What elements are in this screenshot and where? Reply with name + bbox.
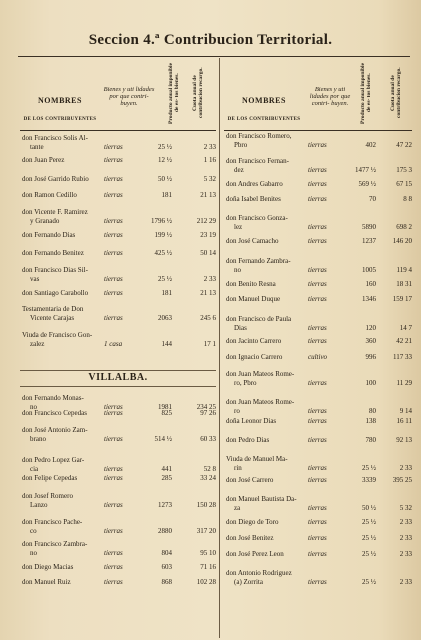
contributor-name: Viuda de Francisco Gon- [22,331,93,339]
annual-product: 1346 [362,295,376,303]
contributor-name: don Santiago Carabollo [22,289,89,297]
annual-product: 50 ½ [158,175,172,183]
contributor-name: don Pedro Lopez Gar- [22,456,85,464]
annual-quota: 2 33 [399,464,412,472]
table-row [226,214,412,232]
table-row [22,540,216,558]
annual-product: 25 ½ [362,534,376,542]
names-header [20,96,100,122]
annual-product: 181 [161,191,172,199]
property-type: tierras [308,379,327,387]
annual-product: 1477 ½ [355,166,376,174]
table-row [226,550,412,559]
property-type: tierras [308,504,327,512]
column-divider [219,58,220,638]
annual-product: 160 [365,280,376,288]
table-row [22,578,216,587]
annual-product: 181 [161,289,172,297]
contributor-name: don Francisco Fernan- [226,157,289,165]
annual-quota: 234 25 [196,403,216,411]
annual-quota: 50 14 [200,249,216,257]
property-type: tierras [104,578,123,586]
property-type: tierras [104,191,123,199]
contributor-name-cont: lez [234,223,243,231]
annual-quota: 52 8 [203,465,216,473]
annual-quota: 97 26 [200,409,216,417]
annual-quota: 60 33 [200,435,216,443]
annual-quota: 14 7 [399,324,412,332]
annual-product: 1005 [362,266,376,274]
annual-product: 120 [365,324,376,332]
contributor-name: don Diego Macias [22,563,74,571]
annual-product: 804 [161,549,172,557]
table-row [22,134,216,152]
property-type: tierras [104,156,123,164]
table-row [22,249,216,258]
contributor-name: don Fernando Monas- [22,394,84,402]
annual-quota: 317 20 [196,527,216,535]
contributor-name-cont: rin [234,464,242,472]
contributor-name: don Vicente F. Ramirez [22,208,88,216]
annual-quota: 71 16 [200,563,216,571]
contributor-name-cont: zalez [30,340,45,348]
annual-quota: 17 1 [203,340,216,348]
annual-product: 3339 [362,476,376,484]
contributor-name: don Francisco Dias Sil- [22,266,88,274]
contributor-name: don Jacinto Carrero [226,337,282,345]
annual-quota: 23 19 [200,231,216,239]
contributor-name: don Manuel Ruiz [22,578,71,586]
table-row [22,409,216,418]
annual-quota: 102 28 [196,578,216,586]
contributor-name: don Josef Romero [22,492,73,500]
contributor-name: don Francisco Romero, [226,132,292,140]
contributor-name: don Pedro Dias [226,436,270,444]
property-type: tierras [104,501,123,509]
left-header [20,58,216,131]
annual-product: 25 ½ [362,550,376,558]
annual-quota: 42 21 [396,337,412,345]
annual-product: 1796 ½ [151,217,172,225]
table-row [226,417,412,426]
table-row [22,156,216,165]
property-type: tierras [104,143,123,151]
annual-product: 514 ½ [154,435,172,443]
table-row [226,455,412,473]
property-type: 1 casa [104,340,123,348]
annual-product: 360 [365,337,376,345]
annual-product: 1273 [158,501,172,509]
table-row [226,398,412,416]
table-row [226,237,412,246]
annual-quota: 150 28 [196,501,216,509]
annual-product: 868 [161,578,172,586]
property-type: tierras [308,223,327,231]
contributor-name: don Juan Mateos Rome- [226,370,295,378]
property-type: tierras [308,464,327,472]
table-row [22,456,216,474]
cuota-header: Cuota anual de contribucion recargo. [192,67,204,119]
property-type: tierras [104,249,123,257]
annual-quota: 1 16 [203,156,216,164]
annual-product: 5890 [362,223,376,231]
annual-quota: 2 33 [399,534,412,542]
property-type: tierras [104,275,123,283]
annual-quota: 245 6 [200,314,216,322]
annual-product: 2880 [158,527,172,535]
contributor-name-cont: (a) Zorrita [234,578,263,586]
contributor-name: don Ignacio Carrero [226,353,283,361]
table-row [226,257,412,275]
left-column [20,58,216,131]
table-row [22,563,216,572]
contributor-name: don José Benitez [226,534,274,542]
contributor-name: don Fernando Dias [22,231,76,239]
property-type: tierras [308,518,327,526]
cuota-header: Cuota anual de contribucion recargo. [390,67,402,119]
property-type: tierras [308,550,327,558]
contributor-name: don Manuel Duque [226,295,281,303]
annual-product: 825 [161,409,172,417]
contributor-name-cont: Vicente Carajas [30,314,75,322]
property-type: tierras [104,563,123,571]
annual-product: 1237 [362,237,376,245]
annual-quota: 16 11 [396,417,412,425]
table-row [226,180,412,189]
contributor-name: don Francisco de Paula [226,315,292,323]
names-header [224,96,304,122]
contributor-name-cont: no [30,549,37,557]
contributor-name-cont: cia [30,465,39,473]
table-row [226,315,412,333]
contributor-name-cont: no [234,266,241,274]
annual-product: 25 ½ [362,518,376,526]
annual-quota: 21 13 [200,191,216,199]
names-header-label: NOMBRES [242,96,286,105]
contributor-name: don José Perez Leon [226,550,284,558]
contributor-name: don Fernando Zambra- [226,257,291,265]
table-row [226,518,412,527]
annual-quota: 95 10 [200,549,216,557]
annual-quota: 18 31 [396,280,412,288]
annual-product: 402 [365,141,376,149]
contributor-name-cont: co [30,527,37,535]
contributor-name-cont: ro, Pbro [234,379,257,387]
contributor-name: don Fernando Benitez [22,249,84,257]
annual-quota: 395 25 [392,476,412,484]
annual-quota: 146 20 [392,237,412,245]
contributor-name-cont: Pbro [234,141,248,149]
contributor-name: Testamentaria de Don [22,305,84,313]
right-header [224,58,412,131]
table-row [22,474,216,483]
property-type: tierras [104,527,123,535]
table-row [226,132,412,150]
bienes-header: Bienes y uti lidades por que contri- buyen. [103,86,155,107]
table-row [226,436,412,445]
contributor-name-cont: no [30,403,37,411]
contributor-name: don Juan Mateos Rome- [226,398,295,406]
table-row [22,289,216,298]
annual-product: 2063 [158,314,172,322]
right-column [224,58,412,131]
table-row [22,231,216,240]
property-type: tierras [308,578,327,586]
contributor-name: don Antonio Rodriguez [226,569,292,577]
contributor-name: don Andres Gabarro [226,180,283,188]
bienes-header: Bienes y uti lidades por que contri- buyen. [309,86,351,107]
contributor-name: don Francisco Gonza- [226,214,288,222]
table-row [22,426,216,444]
contributor-name-cont: Lanzo [30,501,48,509]
annual-quota: 8 8 [403,195,412,203]
table-row [226,370,412,388]
annual-product: 144 [161,340,172,348]
names-header-label: NOMBRES [38,96,82,105]
property-type: tierras [308,337,327,345]
contributor-name: don Manuel Bautista Da- [226,495,297,503]
annual-quota: 2 33 [399,550,412,558]
annual-product: 199 ½ [154,231,172,239]
annual-quota: 159 17 [392,295,412,303]
annual-quota: 2 33 [399,578,412,586]
contributor-name: don Felipe Cepedas [22,474,78,482]
annual-quota: 47 22 [396,141,412,149]
table-row [226,195,412,204]
property-type: tierras [104,314,123,322]
section-rule [20,370,216,371]
annual-product: 603 [161,563,172,571]
annual-quota: 67 15 [396,180,412,188]
annual-product: 50 ½ [362,504,376,512]
property-type: tierras [308,237,327,245]
table-row [22,175,216,184]
contributor-name: don José Carrero [226,476,274,484]
contributor-name: don Francisco Zambra- [22,540,88,548]
contributor-name-cont: za [234,504,241,512]
contributor-name-cont: vas [30,275,40,283]
property-type: tierras [308,436,327,444]
table-row [226,157,412,175]
names-header-sub: DE LOS CONTRIBUYENTES [23,117,97,122]
contributor-name: doña Leonor Dias [226,417,277,425]
annual-quota: 119 4 [396,266,412,274]
contributor-name: don Francisco Cepedas [22,409,87,417]
annual-quota: 698 2 [396,223,412,231]
annual-quota: 117 33 [393,353,412,361]
property-type: tierras [308,280,327,288]
table-row [226,353,412,362]
annual-product: 25 ½ [362,578,376,586]
annual-product: 25 ½ [362,464,376,472]
annual-product: 25 ½ [158,143,172,151]
contributor-name: don José Camacho [226,237,279,245]
annual-product: 12 ½ [158,156,172,164]
property-type: tierras [104,465,123,473]
producto-header: Producto anual imponible de es- tos bienes. [360,62,372,124]
table-row [22,331,216,349]
property-type: tierras [308,407,327,415]
property-type: tierras [308,417,327,425]
annual-product: 80 [369,407,376,415]
contributor-name: don José Garrido Rubio [22,175,89,183]
section-rule [20,386,216,387]
property-type: tierras [308,476,327,484]
contributor-name: don Diego de Toro [226,518,279,526]
contributor-name: Viuda de Manuel Ma- [226,455,288,463]
annual-quota: 212 29 [196,217,216,225]
annual-product: 70 [369,195,376,203]
annual-quota: 92 13 [396,436,412,444]
table-row [22,305,216,323]
annual-quota: 2 33 [203,143,216,151]
property-type: tierras [104,289,123,297]
contributor-name-cont: brano [30,435,46,443]
page-title: Seccion 4.ª Contribucion Territorial. [88,32,333,48]
annual-product: 285 [161,474,172,482]
contributor-name-cont: tante [30,143,44,151]
section-villalba: VILLALBA. [88,372,148,383]
property-type: tierras [104,409,123,417]
annual-quota: 175 3 [396,166,412,174]
property-type: tierras [104,474,123,482]
annual-product: 25 ½ [158,275,172,283]
table-row [226,569,412,587]
property-type: tierras [104,403,123,411]
table-row [226,280,412,289]
property-type: tierras [308,195,327,203]
property-type: tierras [308,166,327,174]
property-type: tierras [308,534,327,542]
top-rule [18,56,410,57]
annual-quota: 2 33 [203,275,216,283]
contributor-name-cont: ro [234,407,240,415]
annual-product: 441 [161,465,172,473]
producto-header: Producto anual imponible de es- tos bienes. [168,62,180,124]
contributor-name-cont: Dias [234,324,247,332]
annual-product: 780 [365,436,376,444]
property-type: tierras [308,324,327,332]
table-row [226,534,412,543]
annual-quota: 5 32 [399,504,412,512]
contributor-name: doña Isabel Benites [226,195,281,203]
annual-quota: 33 24 [200,474,216,482]
property-type: tierras [308,141,327,149]
annual-quota: 21 13 [200,289,216,297]
annual-product: 138 [365,417,376,425]
table-row [226,295,412,304]
property-type: tierras [308,266,327,274]
annual-quota: 9 14 [399,407,412,415]
annual-product: 100 [365,379,376,387]
property-type: tierras [104,217,123,225]
annual-quota: 5 32 [203,175,216,183]
contributor-name: don Juan Perez [22,156,65,164]
table-row [22,266,216,284]
property-type: tierras [308,180,327,188]
annual-product: 569 ½ [358,180,376,188]
property-type: tierras [308,295,327,303]
table-row [226,495,412,513]
table-row [22,492,216,510]
annual-product: 425 ½ [154,249,172,257]
contributor-name: don Benito Resna [226,280,276,288]
property-type: cultivo [308,353,328,361]
table-row [226,476,412,485]
property-type: tierras [104,435,123,443]
property-type: tierras [104,231,123,239]
contributor-name: don José Antonio Zam- [22,426,88,434]
contributor-name: don Ramon Cedillo [22,191,77,199]
table-row [22,208,216,226]
table-row [22,518,216,536]
names-header-sub: DE LOS CONTRIBUYENTES [227,117,301,122]
annual-product: 996 [365,353,376,361]
property-type: tierras [104,175,123,183]
annual-product: 1981 [158,403,172,411]
annual-quota: 2 33 [399,518,412,526]
contributor-name: don Francisco Solis Al- [22,134,88,142]
property-type: tierras [104,549,123,557]
table-row [22,191,216,200]
contributor-name-cont: y Granado [30,217,60,225]
contributor-name: don Francisco Pache- [22,518,83,526]
contributor-name-cont: dez [234,166,244,174]
table-row [226,337,412,346]
annual-quota: 11 29 [396,379,412,387]
